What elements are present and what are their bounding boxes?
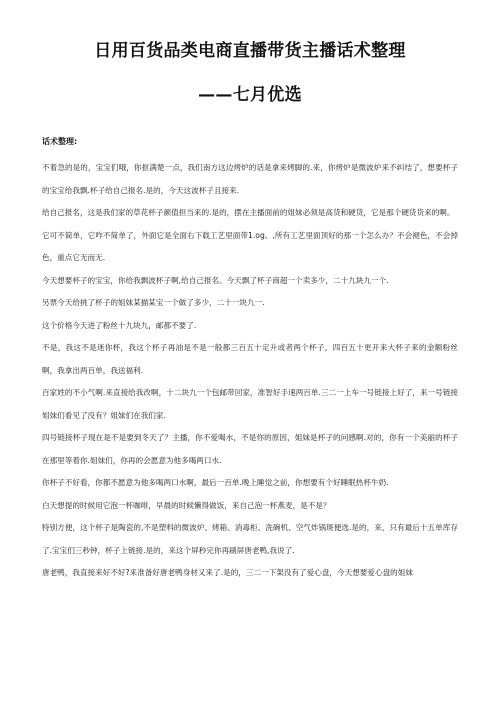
paragraph: 另票今天给挑了杯子的姐妹某描某宝一个做了多少，二十一块九一. — [42, 298, 265, 307]
paragraph: 四号链接杯子现在是不是要到冬天了？主播，你不爱喝水，不是你的原因，姐妹是杯子的问感啊.对的，你有一个美丽的杯子在那里等着你.姐妹们，你再的会愿意为他多喝两口水. — [42, 433, 458, 465]
document-title: 日用百货品类电商直播带货主播话术整理 — [94, 41, 406, 61]
section-label: 话术整理: — [42, 137, 78, 146]
paragraph: 给自己报名，这是我们家的草花杯子颜值担当来的.是的，摆在主播面前的姐妹必须是高货和硬货，它是那个硬货货来的啊。 — [42, 208, 455, 217]
paragraph: 这个价格今天进了粉丝十九块九，邮都不要了. — [42, 320, 197, 330]
paragraph: 唐老鸭，我直接来好不好?来准备好唐老鸭身材又来了.是的，三二一下架没有了爱心盘，今天想要爱心盘的姐妹 — [42, 568, 413, 577]
paragraph: 白天想提的时候用它泡一杯咖啡，早晨的时候懒得做饭，来自己泡一杯燕麦，是不是？ — [42, 500, 331, 510]
document-body — [42, 157, 458, 585]
paragraph: 百家姓的不小气啊.来直接给我改啊，十二块九一个包邮带回家，准智好手速两百单.三二一上车一号链接上好了，来一号链接姐妹们看见了没有？姐妹们在我们家. — [42, 388, 458, 420]
document-subtitle: ——七月优选 — [198, 85, 302, 105]
paragraph: 今天想要杯子的宝宝，你给我飘波杯子啊,给自己报名。今天飘了杯子商超一个卖多少，二十九块九一个. — [42, 275, 389, 285]
paragraph: 你杯子不好看，你都不愿意为他多喝两口水啊，最后一百单.晚上睡觉之前，你想要有个好睡眠热杯牛奶. — [42, 478, 389, 487]
paragraph: 它可不简单，它咋不简单了，外面它是全面右下载工艺里面带1.og。,所有工艺里面顶好的那一个怎么办？不会褪色，不会掉色，重点它无而无. — [42, 230, 458, 262]
paragraph: 不着急的是的，宝宝们哦，你抠满楚一点，我们南方这边烤炉的话是拿来烤脚的.来，你烤炉是微波炉来不纠结了，想要杯子的宝宝给我飘.杯子给自己报名.是的，今天这波杯子且接来. — [42, 163, 458, 195]
paragraph: 特别方便，这个杯子是陶瓷的,不是塑料的微波炉、烤箱、消毒柜、洗碗机、空气炸锅斑便选.是的，来，只有最后十五单库存了.宝宝们三秒钟，杯子上链接.是的，来这个屏秒完你再刷屏唐老鸭,我说了. — [42, 523, 458, 555]
paragraph: 不是，我这不是迷你杯，我这个杯子再油是不是一般都三百五十定升或者两个杯子，四百五十更开来大杯子来的金额粉丝啊，我拿出两百单，我送福利. — [42, 343, 458, 375]
